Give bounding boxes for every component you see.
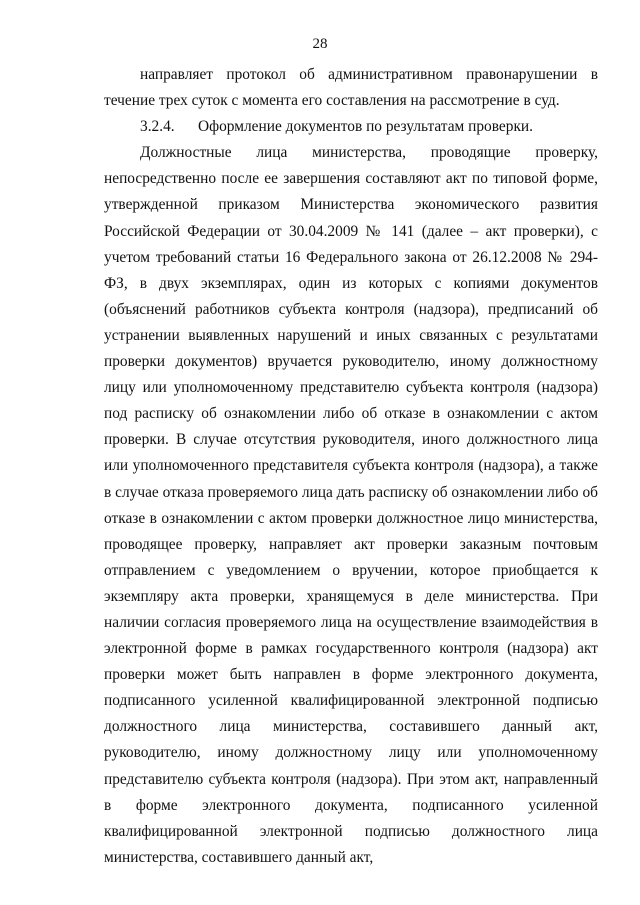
body-paragraph: Должностные лица министерства, проводящие проверку, непосредственно после ее завершения составляют акт по типовой форме, утвержденной приказом Министерства экономического развития Российской Федерации от 30.04.2009 № 141 (далее – акт проверки), с учетом требований статьи 16 Федерального закона от 26.12.2008 № 294-ФЗ, в двух экземплярах, один из которых с копиями документов (объяснений работников субъекта контроля (надзора), предписаний об устранении выявленных нарушений и иных связанных с результатами проверки документов) вручается руководителю, иному должностному лицу или уполномоченному представителю субъекта контроля (надзора) под расписку об ознакомлении либо об отказе в ознакомлении с актом проверки. В случае отсутствия руководителя, иного должностного лица или уполномоченного представителя субъекта контроля (надзора), а также в случае отказа проверяемого лица дать расписку об ознакомлении либо об отказе в ознакомлении с актом проверки должностное лицо министерства, проводящее проверку, направляет акт проверки заказным почтовым отправлением с уведомлением о вручении, которое приобщается к экземпляру акта проверки, хранящемуся в деле министерства. При наличии согласия проверяемого лица на осуществление взаимодействия в электронной форме в рамках государственного контроля (надзора) акт проверки может быть направлен в форме электронного документа, подписанного усиленной квалифицированной электронной подписью должностного лица министерства, составившего данный акт, руководителю, иному должностному лицу или уполномоченному представителю субъекта контроля (надзора). При этом акт, направленный в форме электронного документа, подписанного усиленной квалифицированной электронной подписью должностного лица министерства, составившего данный акт,	[104, 144, 598, 866]
continuation-paragraph: направляет протокол об административном правонарушении в течение трех суток с момента его составления на рассмотрение в суд.	[104, 66, 598, 110]
document-body	[104, 62, 598, 871]
section-number: 3.2.4.	[140, 118, 175, 136]
page-number: 28	[312, 36, 328, 52]
section-title: Оформление документов по результатам проверки.	[198, 118, 534, 136]
section-heading	[104, 114, 598, 140]
